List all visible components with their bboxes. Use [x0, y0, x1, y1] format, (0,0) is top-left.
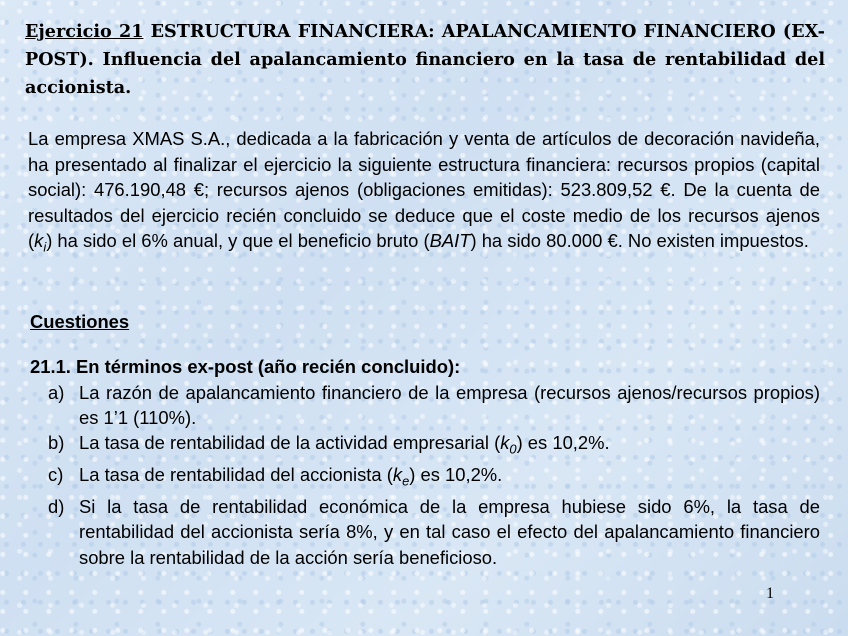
- var-k: k: [34, 230, 44, 252]
- exercise-title: [25, 18, 825, 102]
- option-c-post: ) es 10,2%.: [409, 464, 503, 486]
- option-d: [48, 494, 820, 570]
- exercise-number: Ejercicio 21: [25, 21, 144, 42]
- var-bait: BAIT: [429, 230, 471, 252]
- option-a: [48, 380, 820, 430]
- option-a-label: a): [48, 382, 65, 403]
- option-b: [48, 430, 820, 462]
- option-b-sub: 0: [509, 442, 517, 458]
- var-sub-i: i: [43, 240, 47, 256]
- option-b-pre: La tasa de rentabilidad de la actividad empresarial (: [79, 432, 501, 454]
- statement-text-3: ) ha sido 80.000 €. No existen impuestos.: [470, 230, 809, 252]
- section-heading: Cuestiones: [30, 311, 130, 332]
- option-c-text: [79, 462, 820, 494]
- page-number: 1: [766, 585, 774, 602]
- option-b-text: [79, 430, 820, 462]
- answer-options: [48, 380, 820, 570]
- option-b-var: k: [500, 432, 510, 454]
- statement-text-1: La empresa XMAS S.A., dedicada a la fabricación y venta de artículos de decoración navideña, ha presentado al finalizar el ejercicio la siguiente estructura financiera: recursos propios (capital social): 476.190,48 €; recursos ajenos (obligaciones emitidas): 523.809,52 €. De la cuenta de resultados del ejercicio recién concluido se deduce que el coste medio de los recursos ajenos (: [28, 128, 820, 252]
- option-d-text: Si la tasa de rentabilidad económica de la empresa hubiese sido 6%, la tasa de rentabilidad del accionista sería 8%, y en tal caso el efecto del apalancamiento financiero sobre la rentabilidad de la acción sería beneficioso.: [79, 496, 820, 568]
- option-c-label: c): [48, 464, 64, 486]
- problem-statement: [28, 126, 820, 261]
- option-b-label: b): [48, 432, 65, 454]
- option-c: [48, 462, 820, 494]
- statement-text-2: ) ha sido el 6% anual, y que el beneficio bruto (: [46, 230, 430, 252]
- option-c-sub: e: [402, 473, 410, 489]
- option-a-text: La razón de apalancamiento financiero de la empresa (recursos ajenos/recursos propios) es 1’1 (110%).: [79, 382, 820, 429]
- question-heading: 21.1. En términos ex-post (año recién concluido):: [30, 356, 461, 377]
- exercise-title-text: ESTRUCTURA FINANCIERA: APALANCAMIENTO FINANCIERO (EX-POST). Influencia del apalancamiento financiero en la tasa de rentabilidad del accionista.: [25, 21, 825, 98]
- option-d-label: d): [48, 496, 65, 518]
- option-c-var: k: [392, 464, 403, 486]
- option-b-post: ) es 10,2%.: [516, 432, 610, 454]
- option-c-pre: La tasa de rentabilidad del accionista (: [79, 464, 393, 486]
